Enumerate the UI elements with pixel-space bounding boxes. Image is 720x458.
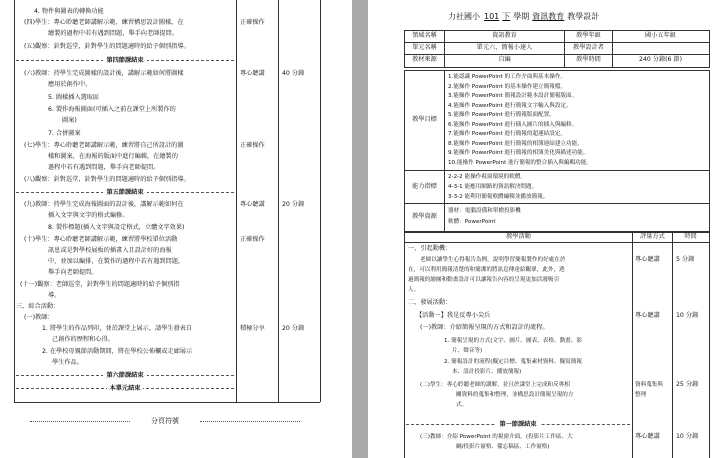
goal-item: 8.能操作 PowerPoint 進行簡報的相簿連結建立功能。: [448, 140, 583, 147]
activity-line: 6. 製作海報圖面(可插入之前在課堂上所製作的: [48, 106, 176, 113]
activity-line: 三、綜合活動：: [16, 303, 60, 310]
activity-line: 式。: [456, 402, 468, 408]
activity-line: 1. 將學生的作品列印，並於課堂上展示，請學生發表自: [42, 325, 193, 332]
document-title: [448, 12, 599, 22]
activity-line: 學生作品。: [52, 359, 83, 366]
goal-item: 4.能操作 PowerPoint 進行簡報文字輸入與設定。: [448, 102, 572, 109]
goal-item: 3.能操作 PowerPoint 簡報設計範本設計簡報版面。: [448, 93, 578, 99]
activity-table-col-line: [632, 232, 633, 458]
table-divider-method: [236, 0, 237, 402]
table-divider-time: [278, 0, 279, 402]
evaluation-method: 整理: [635, 392, 647, 398]
title-mid: 學期: [513, 12, 530, 21]
title-year: 101: [484, 12, 500, 21]
evaluation-method: 專心聽講: [240, 70, 265, 77]
unit-end-label: [16, 385, 234, 393]
activity-line: 7. 合併圖案: [48, 130, 81, 137]
page-break-line: [200, 421, 300, 422]
activity-line: (九)教師：持學生完成海報圖面的設計後，講解示範如何在: [24, 201, 184, 208]
activity-line: 二、發展活動：: [408, 299, 452, 306]
activity-table-col-line: [672, 232, 673, 458]
activity-time: 10 分鐘: [676, 312, 699, 319]
left-document-page: [0, 0, 352, 458]
activity-time: 40 分鐘: [282, 70, 305, 77]
goal-item: 5.能操作 PowerPoint 進行簡報版面配置。: [448, 112, 555, 118]
activity-line: (三)教師：介紹 PowerPoint 的視窗介面。(投影片工作區、大: [420, 434, 573, 440]
goals-label: 教學目標: [412, 116, 437, 123]
activity-line: 4. 物件與圖表的轉換功能: [34, 8, 104, 15]
section-end-label: [16, 372, 234, 380]
goals-table-row-line: [404, 203, 709, 204]
activity-line: 己創作的歷程和心得。: [52, 336, 114, 343]
table-border-bottom: [14, 402, 320, 403]
activity-line: 舉手向老師提問。: [48, 269, 98, 276]
info-label: 教學年級: [576, 32, 601, 39]
table-border-left: [14, 0, 15, 402]
activity-line: 插入文字與文字的格式編修。: [48, 212, 129, 219]
activity-line: (一)教師：介紹簡報呈現的方式和設計的流程。: [420, 324, 549, 331]
goal-item: 7.能操作 PowerPoint 進行簡報的超連結設定。: [448, 131, 567, 137]
activity-line: 關資料的蒐集和整理，並構思設計簡報呈現的方: [456, 392, 574, 398]
activity-line: 片、聲音等): [452, 348, 483, 354]
activity-line: (十一)觀察：老師巡堂，針對學生的問題適時的給予個別指: [20, 281, 180, 288]
goal-item: 2.能操作 PowerPoint 的基本操作建立簡報檔。: [448, 83, 567, 90]
goal-item: 10.能操作 PowerPoint 進行簡報的整合插入與編輯功能。: [448, 159, 592, 166]
activity-line: 樣和圖案，在海報的版面中進行編輯，在繪製的: [48, 153, 178, 160]
resource-item: 器材：電腦設備和單槍投影機: [448, 208, 521, 214]
unit-end-text: 本單元結束: [107, 385, 144, 392]
section-end-text: 第四節課結束: [103, 57, 146, 64]
activity-line: 一、引起動機：: [408, 245, 452, 252]
info-label: 教材來源: [412, 56, 437, 63]
info-value: 國小五年級: [645, 32, 676, 39]
page-break-label: 分頁符號: [151, 417, 179, 425]
activity-line: (六)教師：持學生完成圖樣的設計後，講解示範如何將圖樣: [24, 70, 184, 77]
activity-line: 圖案): [62, 117, 77, 124]
activity-line: 繪製的過程中若有遇到問題，舉手向老師提問。: [48, 30, 178, 37]
info-label: 領域名稱: [412, 32, 437, 39]
info-label: 單元名稱: [412, 44, 437, 51]
activity-line: (七)學生：專心聆聽老師講解示範，練習將自己所設計的圖: [24, 142, 184, 149]
goals-table-col-line: [444, 70, 445, 231]
activity-line: (五)觀察：針對巡堂，針對學生的問題適時的給予個別指導。: [24, 43, 190, 50]
method-header: 評量方式: [640, 233, 665, 240]
resource-item: 軟體：PowerPoint: [448, 219, 496, 225]
section-end-label: [16, 57, 234, 65]
table-border-right: [320, 0, 321, 402]
evaluation-method: 正確操作: [240, 142, 265, 149]
goal-item: 6.能操作 PowerPoint 進行插入圖片的插入與編修。: [448, 121, 578, 128]
activity-line: 中，並加以編排，在製作的過程中若有遇到問題，: [48, 258, 185, 265]
info-table-row-line: [404, 54, 709, 55]
evaluation-method: 積極分享: [240, 325, 265, 332]
resource-label: 教學資源: [412, 213, 437, 220]
section-end-text: 第六節課結束: [103, 372, 146, 379]
evaluation-method: 資料蒐集與: [635, 382, 663, 388]
section-end-label: [406, 421, 630, 429]
activity-line: 本、設計投影片、播放簡報): [452, 369, 522, 375]
section-end-text: 第五節課結束: [103, 189, 146, 196]
title-tail: 教學設計: [567, 12, 600, 21]
info-label: 教學設計者: [573, 44, 604, 51]
activity-line: 2. 在學校母親節活動期間，將在學校公佈欄或走廊展示: [42, 348, 193, 355]
activity-line: 8. 製作標題(插入文字與設定格式，立體文字效果): [48, 224, 185, 231]
activity-time: 5 分鐘: [676, 256, 695, 263]
page-break-line: [30, 421, 130, 422]
goal-item: 1.能認識 PowerPoint 的工作介面與基本操作。: [448, 74, 567, 80]
info-value: 自編: [498, 56, 511, 63]
info-value: 單元六、簡報小達人: [476, 44, 533, 51]
evaluation-method: 正確操作: [240, 236, 265, 243]
activity-line: 5. 圖樣插入選取區: [48, 94, 100, 101]
activity-time: 20 分鐘: [282, 325, 305, 332]
activity-line: 導。: [48, 292, 61, 299]
ability-item: 3-3-2 能利用簡報軟體編輯並播放簡報。: [448, 194, 549, 200]
title-semester: 下: [502, 12, 511, 21]
activity-title: 【活動一】我是反專小尖兵: [416, 312, 491, 319]
activity-line: (二)學生：專心聆聽老師的講解，並且於課堂上完成和反專相: [420, 382, 570, 388]
ability-item: 4-3-1 能應用網路的資訊解決問題。: [448, 184, 538, 190]
right-document-page: [368, 0, 720, 458]
activity-time: 25 分鐘: [676, 381, 699, 388]
activity-line: 過程中若有遇到問題，舉手向老師提問。: [48, 164, 160, 171]
evaluation-method: 專心聽講: [635, 312, 660, 319]
section-end-text: 第一節課結束: [496, 421, 539, 428]
goal-item: 9.能操作 PowerPoint 進行簡報的相簿美化與描述功能。: [448, 150, 589, 156]
ability-label: 能力指標: [412, 183, 437, 190]
activity-line: 人。: [408, 287, 420, 293]
activity-line: 訊息或是對學校展板的插畫入且設計好的海報: [48, 247, 172, 254]
info-table-row-line: [404, 42, 709, 43]
goals-table-row-line: [404, 170, 709, 171]
evaluation-method: 專心聽講: [635, 256, 660, 263]
info-value: 240 分鐘(6 節): [638, 56, 683, 63]
evaluation-method: 正確操作: [240, 19, 265, 26]
activity-line: (八)觀察：針對巡堂，針對學生的問題適時的給予個別指導。: [24, 176, 190, 183]
activity-line: 在，可以利用簡報清楚的和簡潔的將訊息傳達給觀眾，此外，透: [408, 267, 565, 273]
activity-line: (四)學生：專心聆聽老師講解示範，練習構思設計圖樣，在: [24, 19, 184, 26]
activity-line: 2. 簡報設計的流程(擬定目標、蒐集素材資料、擬寫簡報: [444, 359, 582, 365]
activity-time: 10 分鐘: [676, 433, 699, 440]
activity-line: (一)教師：: [24, 314, 54, 321]
activity-line: 老師以讓學生心得報告為例，說明學習簡報製作的好處在於: [420, 257, 566, 263]
evaluation-method: 專心聽講: [635, 433, 660, 440]
activity-time: 20 分鐘: [282, 201, 305, 208]
activity-line: 綱/投影片窗格、備忘稿區、工作窗格): [456, 444, 550, 450]
time-header: 時間: [684, 233, 697, 240]
info-label: 教學時間: [576, 56, 601, 63]
activity-line: 過簡報的繪圖和動畫設計可以讓報告內容的呈現更加活潑吸引: [408, 277, 560, 283]
activity-line: (十)學生：專心聆聽老師講解示範，練習將學校單位活動: [24, 236, 178, 243]
ability-item: 2-2-2 能操作視窗環境的軟體。: [448, 174, 527, 180]
info-value: 資訊教育: [492, 32, 517, 39]
activity-table-header-line: [404, 242, 709, 243]
section-end-label: [16, 189, 234, 197]
title-subject: 資訊教育: [532, 12, 565, 21]
activity-line: 應用於創作中。: [48, 81, 92, 88]
evaluation-method: 專心聽講: [240, 201, 265, 208]
activity-line: 1. 簡報呈現的方式(文字、圖片、圖表、表格、動畫、影: [444, 338, 582, 344]
activity-header: 教學活動: [506, 233, 531, 240]
title-school: 力社國小: [448, 12, 480, 21]
